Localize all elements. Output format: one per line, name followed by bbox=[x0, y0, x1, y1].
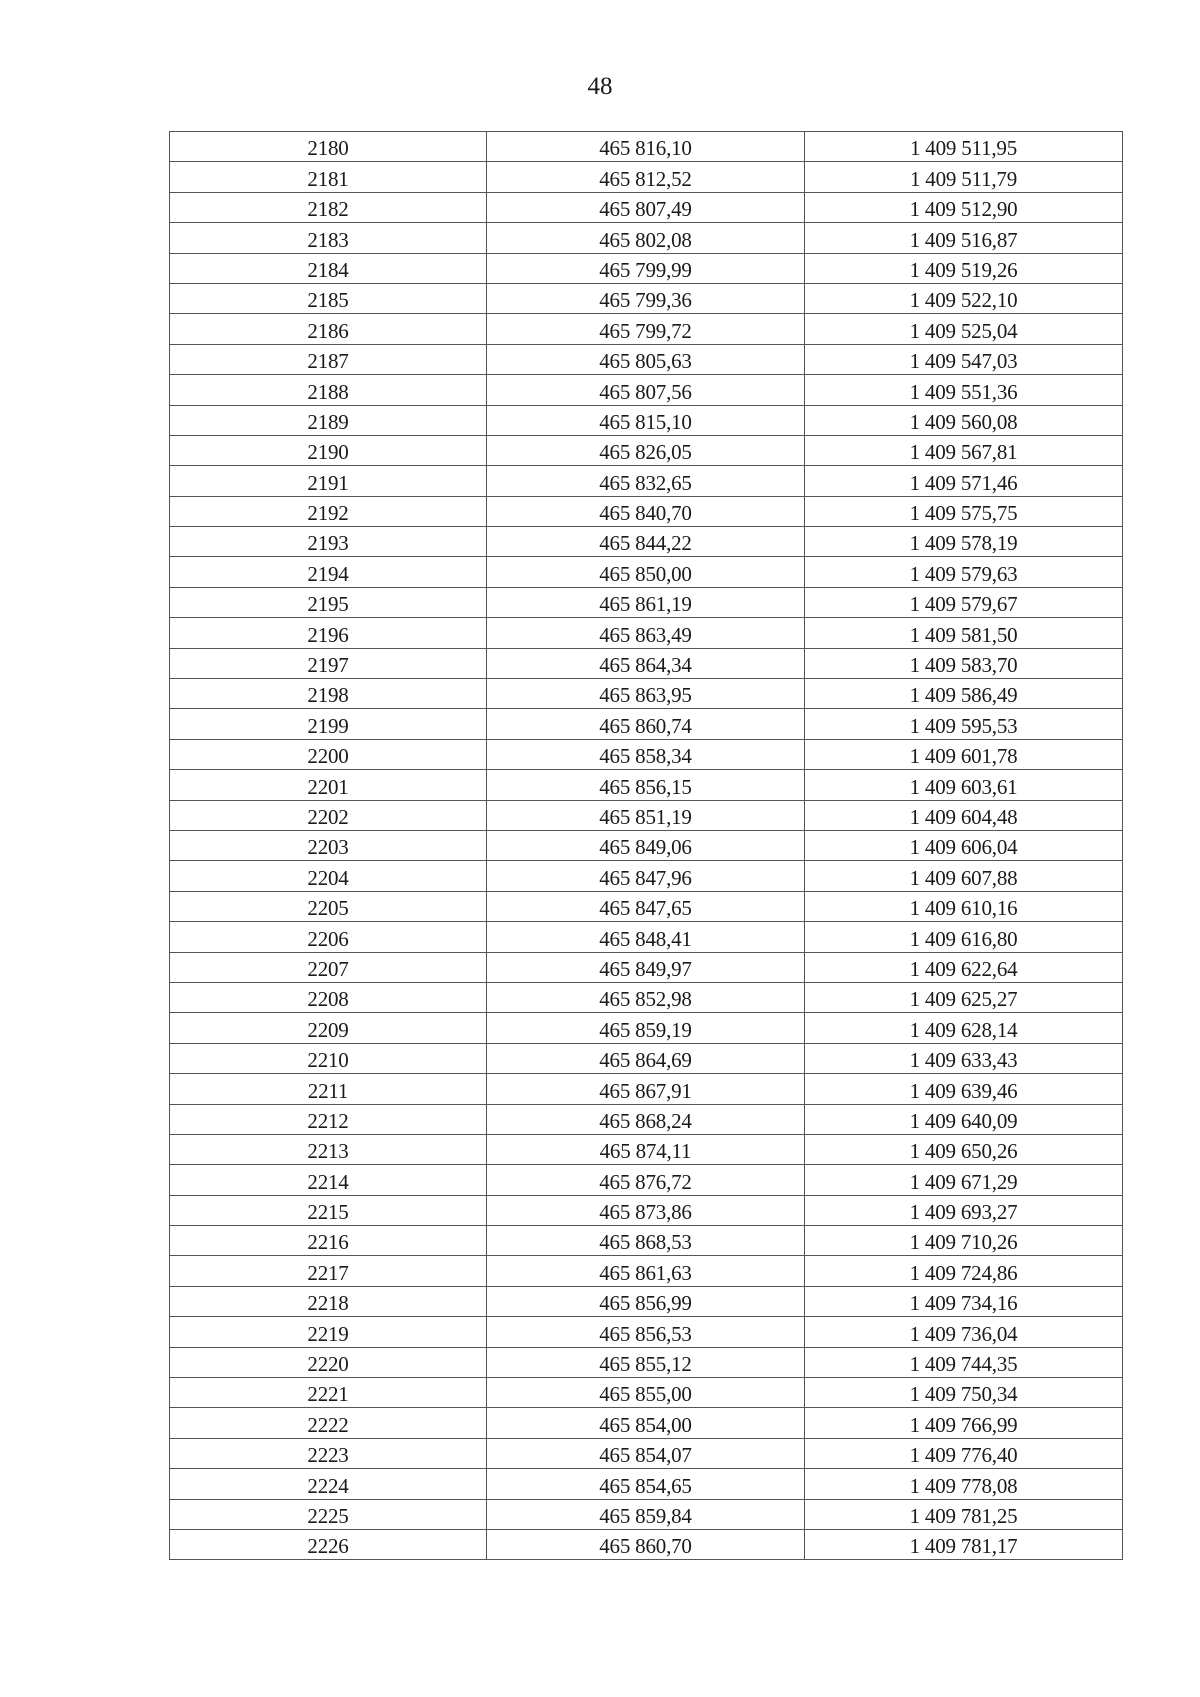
point-number-cell: 2185 bbox=[170, 283, 487, 313]
point-number-cell: 2217 bbox=[170, 1256, 487, 1286]
table-row bbox=[170, 1347, 1123, 1377]
x-coordinate-cell: 465 861,19 bbox=[487, 587, 805, 617]
y-coordinate-cell: 1 409 519,26 bbox=[805, 253, 1123, 283]
y-coordinate-cell: 1 409 579,63 bbox=[805, 557, 1123, 587]
y-coordinate-cell: 1 409 710,26 bbox=[805, 1226, 1123, 1256]
point-number-cell: 2188 bbox=[170, 375, 487, 405]
x-coordinate-cell: 465 847,65 bbox=[487, 891, 805, 921]
point-number-cell: 2222 bbox=[170, 1408, 487, 1438]
table-row bbox=[170, 1104, 1123, 1134]
point-number-cell: 2221 bbox=[170, 1378, 487, 1408]
table-row bbox=[170, 1256, 1123, 1286]
point-number-cell: 2197 bbox=[170, 648, 487, 678]
point-number-cell: 2181 bbox=[170, 162, 487, 192]
y-coordinate-cell: 1 409 628,14 bbox=[805, 1013, 1123, 1043]
x-coordinate-cell: 465 876,72 bbox=[487, 1165, 805, 1195]
coordinates-table bbox=[169, 131, 1123, 1560]
table-row bbox=[170, 1286, 1123, 1316]
x-coordinate-cell: 465 855,12 bbox=[487, 1347, 805, 1377]
y-coordinate-cell: 1 409 607,88 bbox=[805, 861, 1123, 891]
point-number-cell: 2182 bbox=[170, 192, 487, 222]
table-row bbox=[170, 1013, 1123, 1043]
x-coordinate-cell: 465 849,97 bbox=[487, 952, 805, 982]
point-number-cell: 2199 bbox=[170, 709, 487, 739]
point-number-cell: 2225 bbox=[170, 1499, 487, 1529]
table-row bbox=[170, 375, 1123, 405]
y-coordinate-cell: 1 409 744,35 bbox=[805, 1347, 1123, 1377]
table-row bbox=[170, 435, 1123, 465]
point-number-cell: 2223 bbox=[170, 1438, 487, 1468]
y-coordinate-cell: 1 409 766,99 bbox=[805, 1408, 1123, 1438]
y-coordinate-cell: 1 409 633,43 bbox=[805, 1043, 1123, 1073]
table-row bbox=[170, 982, 1123, 1012]
y-coordinate-cell: 1 409 671,29 bbox=[805, 1165, 1123, 1195]
x-coordinate-cell: 465 847,96 bbox=[487, 861, 805, 891]
point-number-cell: 2206 bbox=[170, 922, 487, 952]
x-coordinate-cell: 465 799,99 bbox=[487, 253, 805, 283]
y-coordinate-cell: 1 409 511,95 bbox=[805, 132, 1123, 162]
y-coordinate-cell: 1 409 781,25 bbox=[805, 1499, 1123, 1529]
y-coordinate-cell: 1 409 586,49 bbox=[805, 679, 1123, 709]
y-coordinate-cell: 1 409 603,61 bbox=[805, 770, 1123, 800]
point-number-cell: 2180 bbox=[170, 132, 487, 162]
point-number-cell: 2215 bbox=[170, 1195, 487, 1225]
table-row bbox=[170, 527, 1123, 557]
point-number-cell: 2226 bbox=[170, 1529, 487, 1559]
table-row bbox=[170, 283, 1123, 313]
y-coordinate-cell: 1 409 571,46 bbox=[805, 466, 1123, 496]
y-coordinate-cell: 1 409 551,36 bbox=[805, 375, 1123, 405]
x-coordinate-cell: 465 807,49 bbox=[487, 192, 805, 222]
x-coordinate-cell: 465 859,19 bbox=[487, 1013, 805, 1043]
table-row bbox=[170, 466, 1123, 496]
x-coordinate-cell: 465 852,98 bbox=[487, 982, 805, 1012]
point-number-cell: 2224 bbox=[170, 1469, 487, 1499]
point-number-cell: 2214 bbox=[170, 1165, 487, 1195]
point-number-cell: 2201 bbox=[170, 770, 487, 800]
table-row bbox=[170, 253, 1123, 283]
table-row bbox=[170, 1469, 1123, 1499]
y-coordinate-cell: 1 409 579,67 bbox=[805, 587, 1123, 617]
x-coordinate-cell: 465 849,06 bbox=[487, 830, 805, 860]
y-coordinate-cell: 1 409 578,19 bbox=[805, 527, 1123, 557]
table-row bbox=[170, 739, 1123, 769]
point-number-cell: 2207 bbox=[170, 952, 487, 982]
table-row bbox=[170, 709, 1123, 739]
y-coordinate-cell: 1 409 693,27 bbox=[805, 1195, 1123, 1225]
x-coordinate-cell: 465 859,84 bbox=[487, 1499, 805, 1529]
y-coordinate-cell: 1 409 595,53 bbox=[805, 709, 1123, 739]
x-coordinate-cell: 465 826,05 bbox=[487, 435, 805, 465]
x-coordinate-cell: 465 812,52 bbox=[487, 162, 805, 192]
table-row bbox=[170, 557, 1123, 587]
x-coordinate-cell: 465 860,74 bbox=[487, 709, 805, 739]
x-coordinate-cell: 465 854,07 bbox=[487, 1438, 805, 1468]
table-row bbox=[170, 344, 1123, 374]
y-coordinate-cell: 1 409 512,90 bbox=[805, 192, 1123, 222]
point-number-cell: 2187 bbox=[170, 344, 487, 374]
y-coordinate-cell: 1 409 575,75 bbox=[805, 496, 1123, 526]
table-row bbox=[170, 679, 1123, 709]
y-coordinate-cell: 1 409 639,46 bbox=[805, 1074, 1123, 1104]
point-number-cell: 2183 bbox=[170, 223, 487, 253]
x-coordinate-cell: 465 805,63 bbox=[487, 344, 805, 374]
table-row bbox=[170, 952, 1123, 982]
table-row bbox=[170, 891, 1123, 921]
table-row bbox=[170, 1195, 1123, 1225]
point-number-cell: 2209 bbox=[170, 1013, 487, 1043]
x-coordinate-cell: 465 861,63 bbox=[487, 1256, 805, 1286]
point-number-cell: 2216 bbox=[170, 1226, 487, 1256]
x-coordinate-cell: 465 802,08 bbox=[487, 223, 805, 253]
table-row bbox=[170, 922, 1123, 952]
x-coordinate-cell: 465 867,91 bbox=[487, 1074, 805, 1104]
x-coordinate-cell: 465 840,70 bbox=[487, 496, 805, 526]
point-number-cell: 2212 bbox=[170, 1104, 487, 1134]
point-number-cell: 2205 bbox=[170, 891, 487, 921]
table-row bbox=[170, 1317, 1123, 1347]
x-coordinate-cell: 465 864,69 bbox=[487, 1043, 805, 1073]
table-row bbox=[170, 496, 1123, 526]
x-coordinate-cell: 465 815,10 bbox=[487, 405, 805, 435]
x-coordinate-cell: 465 856,99 bbox=[487, 1286, 805, 1316]
point-number-cell: 2203 bbox=[170, 830, 487, 860]
table-row bbox=[170, 800, 1123, 830]
table-row bbox=[170, 618, 1123, 648]
x-coordinate-cell: 465 850,00 bbox=[487, 557, 805, 587]
coordinates-table-body bbox=[170, 132, 1123, 1560]
y-coordinate-cell: 1 409 750,34 bbox=[805, 1378, 1123, 1408]
table-row bbox=[170, 1165, 1123, 1195]
x-coordinate-cell: 465 874,11 bbox=[487, 1134, 805, 1164]
y-coordinate-cell: 1 409 734,16 bbox=[805, 1286, 1123, 1316]
y-coordinate-cell: 1 409 650,26 bbox=[805, 1134, 1123, 1164]
point-number-cell: 2195 bbox=[170, 587, 487, 617]
x-coordinate-cell: 465 873,86 bbox=[487, 1195, 805, 1225]
x-coordinate-cell: 465 799,36 bbox=[487, 283, 805, 313]
y-coordinate-cell: 1 409 547,03 bbox=[805, 344, 1123, 374]
x-coordinate-cell: 465 868,53 bbox=[487, 1226, 805, 1256]
y-coordinate-cell: 1 409 622,64 bbox=[805, 952, 1123, 982]
x-coordinate-cell: 465 848,41 bbox=[487, 922, 805, 952]
x-coordinate-cell: 465 807,56 bbox=[487, 375, 805, 405]
table-row bbox=[170, 1226, 1123, 1256]
table-row bbox=[170, 1438, 1123, 1468]
point-number-cell: 2218 bbox=[170, 1286, 487, 1316]
y-coordinate-cell: 1 409 610,16 bbox=[805, 891, 1123, 921]
y-coordinate-cell: 1 409 604,48 bbox=[805, 800, 1123, 830]
table-row bbox=[170, 1408, 1123, 1438]
point-number-cell: 2196 bbox=[170, 618, 487, 648]
y-coordinate-cell: 1 409 640,09 bbox=[805, 1104, 1123, 1134]
x-coordinate-cell: 465 856,15 bbox=[487, 770, 805, 800]
x-coordinate-cell: 465 856,53 bbox=[487, 1317, 805, 1347]
y-coordinate-cell: 1 409 724,86 bbox=[805, 1256, 1123, 1286]
y-coordinate-cell: 1 409 511,79 bbox=[805, 162, 1123, 192]
table-row bbox=[170, 405, 1123, 435]
point-number-cell: 2190 bbox=[170, 435, 487, 465]
point-number-cell: 2210 bbox=[170, 1043, 487, 1073]
point-number-cell: 2193 bbox=[170, 527, 487, 557]
x-coordinate-cell: 465 816,10 bbox=[487, 132, 805, 162]
point-number-cell: 2213 bbox=[170, 1134, 487, 1164]
point-number-cell: 2204 bbox=[170, 861, 487, 891]
table-row bbox=[170, 770, 1123, 800]
x-coordinate-cell: 465 863,49 bbox=[487, 618, 805, 648]
table-row bbox=[170, 1378, 1123, 1408]
y-coordinate-cell: 1 409 581,50 bbox=[805, 618, 1123, 648]
x-coordinate-cell: 465 832,65 bbox=[487, 466, 805, 496]
x-coordinate-cell: 465 854,65 bbox=[487, 1469, 805, 1499]
table-row bbox=[170, 1499, 1123, 1529]
x-coordinate-cell: 465 863,95 bbox=[487, 679, 805, 709]
point-number-cell: 2189 bbox=[170, 405, 487, 435]
point-number-cell: 2208 bbox=[170, 982, 487, 1012]
y-coordinate-cell: 1 409 778,08 bbox=[805, 1469, 1123, 1499]
y-coordinate-cell: 1 409 736,04 bbox=[805, 1317, 1123, 1347]
point-number-cell: 2200 bbox=[170, 739, 487, 769]
table-row bbox=[170, 132, 1123, 162]
table-row bbox=[170, 314, 1123, 344]
point-number-cell: 2186 bbox=[170, 314, 487, 344]
x-coordinate-cell: 465 868,24 bbox=[487, 1104, 805, 1134]
table-row bbox=[170, 1043, 1123, 1073]
y-coordinate-cell: 1 409 583,70 bbox=[805, 648, 1123, 678]
table-row bbox=[170, 1074, 1123, 1104]
x-coordinate-cell: 465 860,70 bbox=[487, 1529, 805, 1559]
y-coordinate-cell: 1 409 781,17 bbox=[805, 1529, 1123, 1559]
x-coordinate-cell: 465 854,00 bbox=[487, 1408, 805, 1438]
x-coordinate-cell: 465 864,34 bbox=[487, 648, 805, 678]
point-number-cell: 2202 bbox=[170, 800, 487, 830]
table-row bbox=[170, 1529, 1123, 1559]
point-number-cell: 2184 bbox=[170, 253, 487, 283]
y-coordinate-cell: 1 409 522,10 bbox=[805, 283, 1123, 313]
y-coordinate-cell: 1 409 606,04 bbox=[805, 830, 1123, 860]
page-number: 48 bbox=[587, 73, 613, 100]
point-number-cell: 2198 bbox=[170, 679, 487, 709]
point-number-cell: 2220 bbox=[170, 1347, 487, 1377]
point-number-cell: 2211 bbox=[170, 1074, 487, 1104]
table-row bbox=[170, 223, 1123, 253]
x-coordinate-cell: 465 855,00 bbox=[487, 1378, 805, 1408]
table-row bbox=[170, 192, 1123, 222]
table-row bbox=[170, 648, 1123, 678]
point-number-cell: 2192 bbox=[170, 496, 487, 526]
point-number-cell: 2219 bbox=[170, 1317, 487, 1347]
table-row bbox=[170, 1134, 1123, 1164]
table-row bbox=[170, 861, 1123, 891]
y-coordinate-cell: 1 409 616,80 bbox=[805, 922, 1123, 952]
point-number-cell: 2194 bbox=[170, 557, 487, 587]
y-coordinate-cell: 1 409 776,40 bbox=[805, 1438, 1123, 1468]
x-coordinate-cell: 465 799,72 bbox=[487, 314, 805, 344]
y-coordinate-cell: 1 409 525,04 bbox=[805, 314, 1123, 344]
y-coordinate-cell: 1 409 516,87 bbox=[805, 223, 1123, 253]
table-row bbox=[170, 162, 1123, 192]
x-coordinate-cell: 465 858,34 bbox=[487, 739, 805, 769]
table-row bbox=[170, 830, 1123, 860]
y-coordinate-cell: 1 409 560,08 bbox=[805, 405, 1123, 435]
point-number-cell: 2191 bbox=[170, 466, 487, 496]
table-row bbox=[170, 587, 1123, 617]
x-coordinate-cell: 465 851,19 bbox=[487, 800, 805, 830]
y-coordinate-cell: 1 409 567,81 bbox=[805, 435, 1123, 465]
y-coordinate-cell: 1 409 601,78 bbox=[805, 739, 1123, 769]
y-coordinate-cell: 1 409 625,27 bbox=[805, 982, 1123, 1012]
x-coordinate-cell: 465 844,22 bbox=[487, 527, 805, 557]
